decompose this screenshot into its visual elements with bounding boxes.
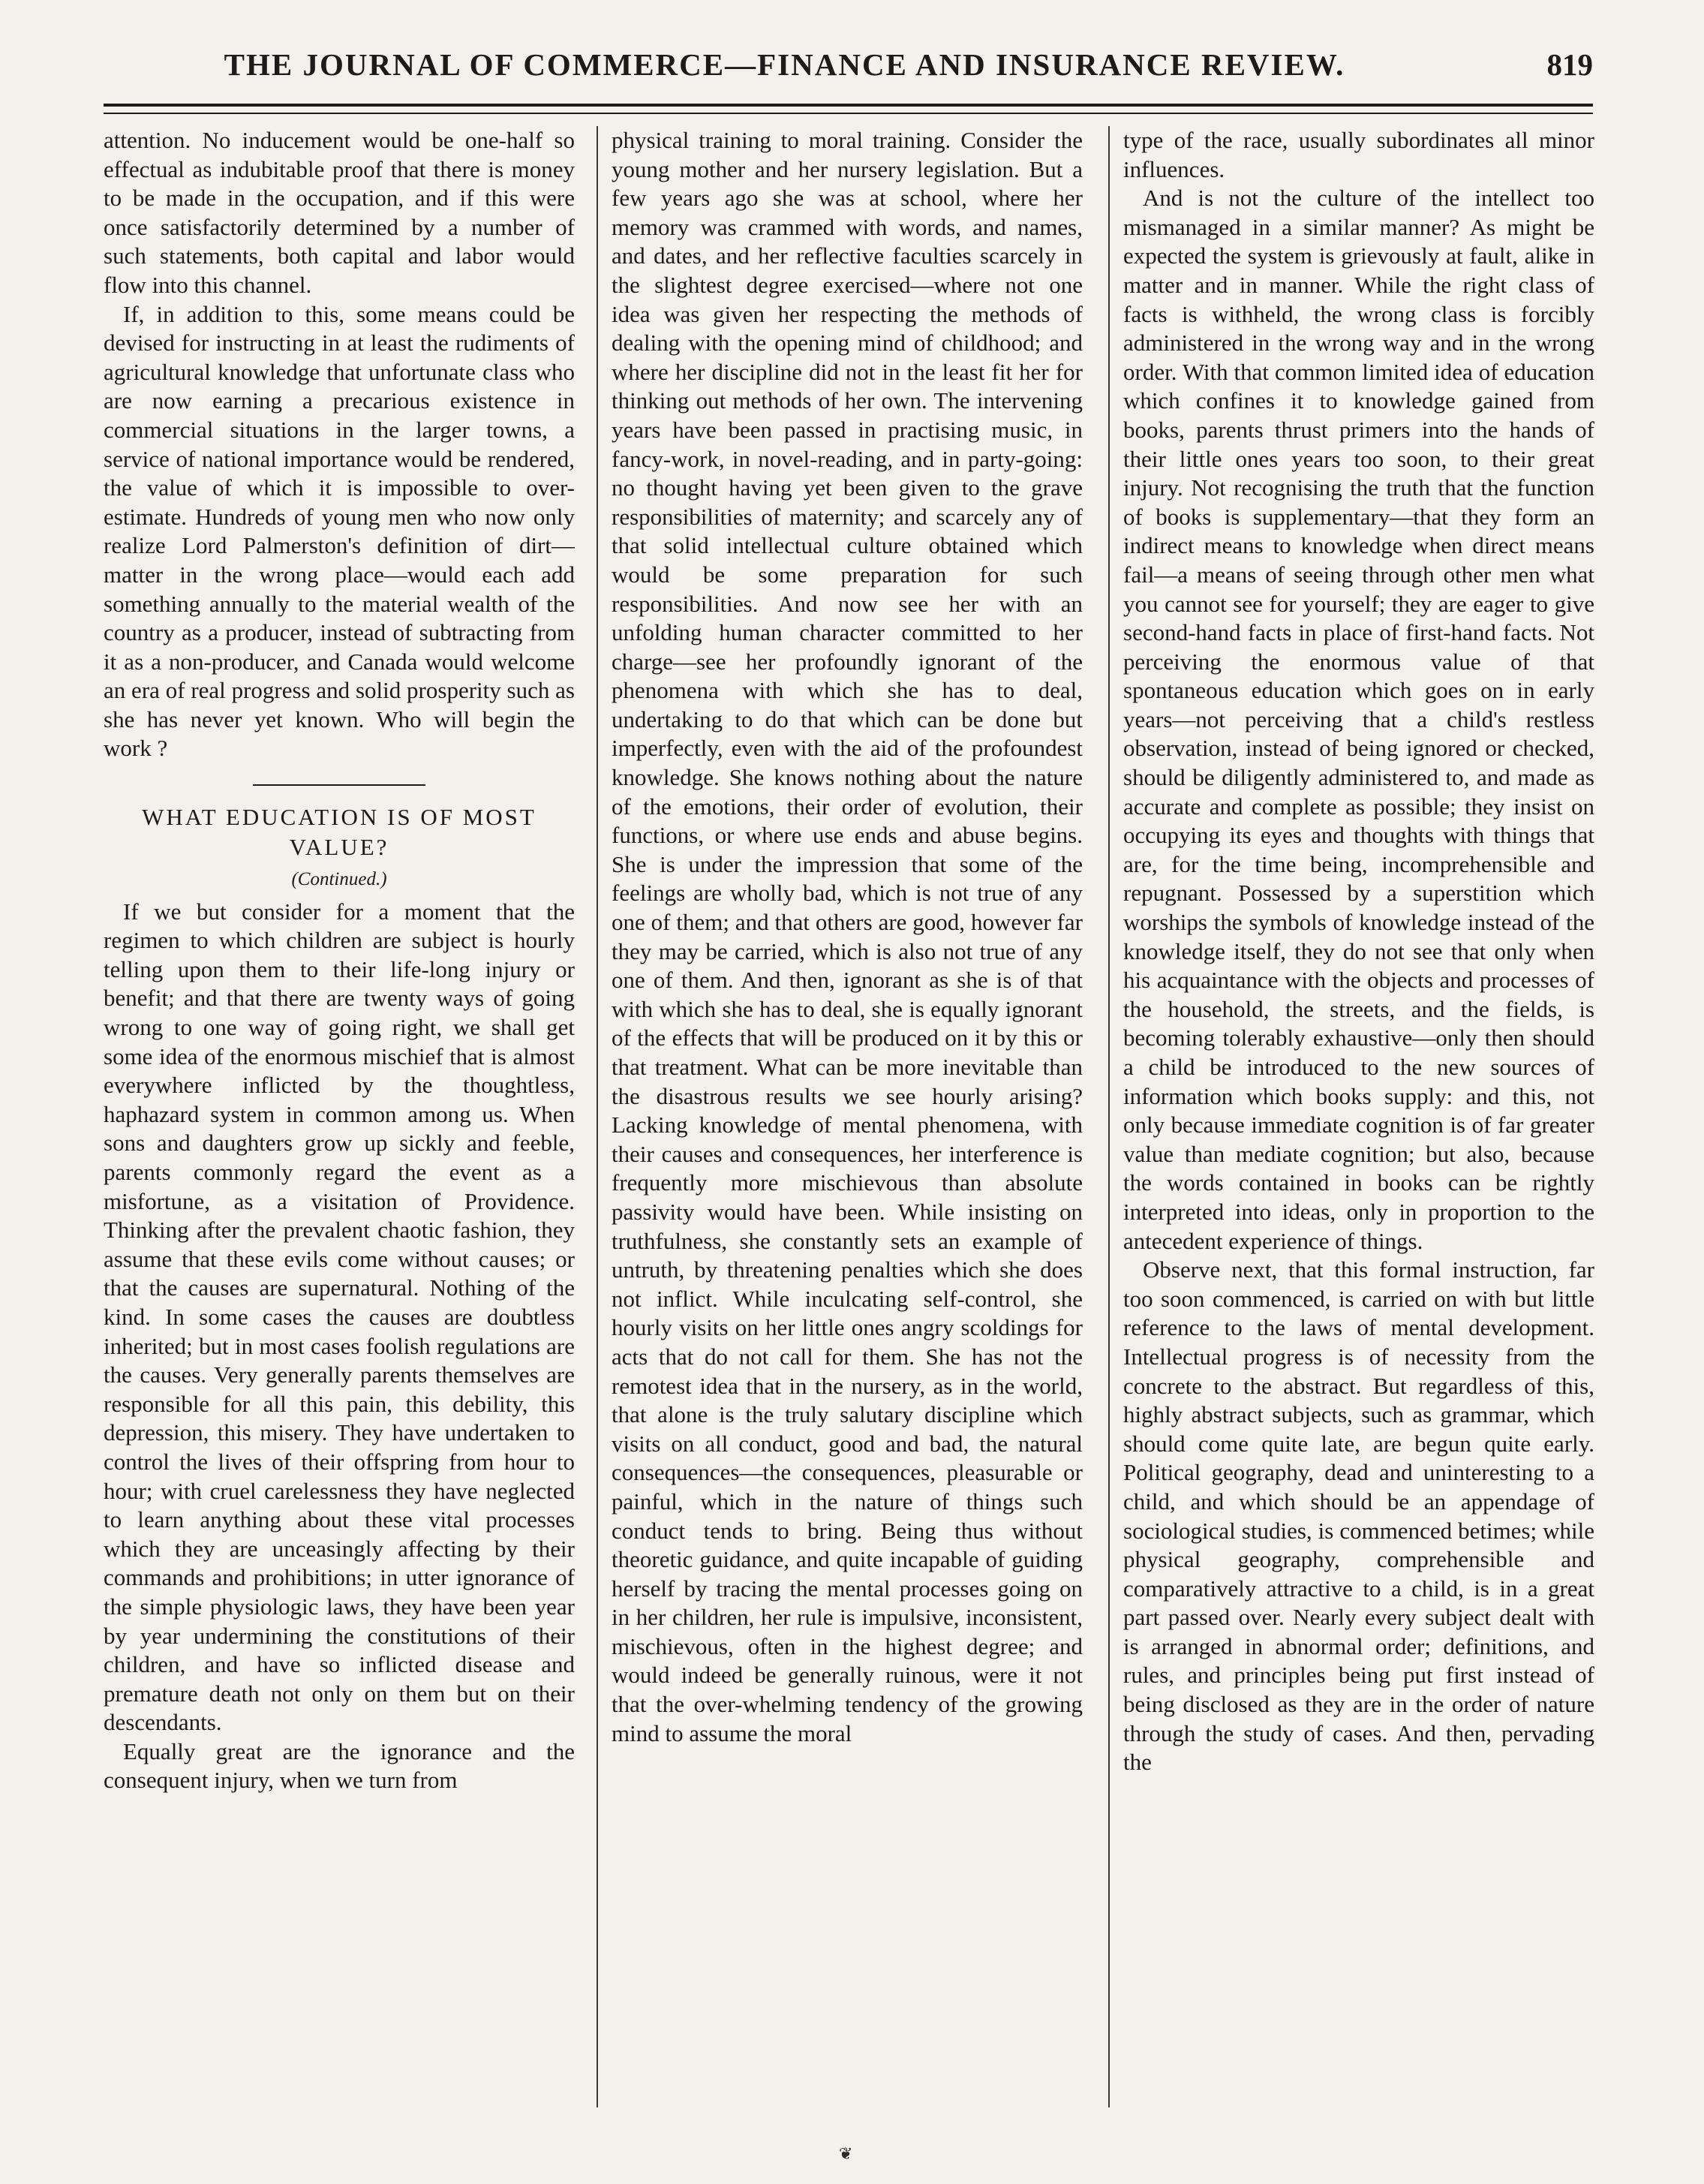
continued-note: (Continued.) [291, 869, 387, 890]
column-divider [1108, 126, 1110, 2107]
column-1 [104, 126, 575, 2107]
printer-ornament-icon: ❦ [839, 2145, 853, 2164]
paragraph: If, in addition to this, some means could be devised for instructing in at least the rudiments of agricultural knowledge that unfortunate class who are now earning a precarious existence in commercial situations in the larger towns, a service of national importance would be rendered, the value of which it is impossible to over-estimate. Hundreds of young men who now only realize Lord Palmerston's definition of dirt—matter in the wrong place—would each add something annually to the material wealth of the country as a producer, instead of subtracting from it as a non-producer, and Canada would welcome an era of real progress and solid prosperity such as she has never yet known. Who will begin the work ? [104, 300, 575, 762]
column-2 [612, 126, 1083, 2107]
paragraph: attention. No inducement would be one-half so effectual as indubitable proof that there is money to be made in the occupation, and if this were once satisfactorily determined by a number of such statements, both capital and labor would flow into this channel. [104, 127, 575, 298]
page-number: 819 [1546, 47, 1593, 82]
column-divider [597, 126, 598, 2107]
article-heading: WHAT EDUCATION IS OF MOST VALUE? [142, 804, 536, 861]
paragraph: If we but consider for a moment that the regimen to which children are subject is hourly telling upon them to their life-long injury or benefit; and that there are twenty ways of going wrong to one way of going right, we shall get some idea of the enormous mischief that is almost everywhere inflicted by the thoughtless, haphazard system in common among us. When sons and daughters grow up sickly and feeble, parents commonly regard the event as a misfortune, as a visitation of Providence. Thinking after the prevalent chaotic fashion, they assume that these evils come without causes; or that the causes are supernatural. Nothing of the kind. In some cases the causes are doubtless inherited; but in most cases foolish regulations are the causes. Very generally parents themselves are responsible for all this pain, this debility, this depression, this misery. They have undertaken to control the lives of their offspring from hour to hour; with cruel carelessness they have neglected to learn anything about these vital processes which they are unceasingly affecting by their commands and prohibitions; in utter ignorance of the simple physiologic laws, they have been year by year undermining the constitutions of their children, and have so inflicted disease and premature death not only on them but on their descendants. [104, 898, 575, 1736]
journal-title: THE JOURNAL OF COMMERCE—FINANCE AND INSURANCE REVIEW. [224, 47, 1345, 82]
column-3 [1123, 126, 1594, 2107]
paragraph: physical training to moral training. Consider the young mother and her nursery legislation. But a few years ago she was at school, where her memory was crammed with words, and names, and dates, and her reflective faculties scarcely in the slightest degree exercised—where not one idea was given her respecting the methods of dealing with the opening mind of childhood; and where her discipline did not in the least fit her for thinking out methods of her own. The intervening years have been passed in practising music, in fancy-work, in novel-reading, and in party-going: no thought having yet been given to the grave responsibilities of maternity; and scarcely any of that solid intellectual culture obtained which would be some preparation for such responsibilities. And now see her with an unfolding human character committed to her charge—see her profoundly ignorant of the phenomena with which she has to deal, undertaking to do that which can be done but imperfectly, even with the aid of the profoundest knowledge. She knows nothing about the nature of the emotions, their order of evolution, their functions, or where use ends and abuse begins. She is under the impression that some of the feelings are wholly bad, which is not true of any one of them; and that others are good, however far they may be carried, which is also not true of any one of them. And then, ignorant as she is of that with which she has to deal, she is equally ignorant of the effects that will be produced on it by this or that treatment. What can be more inevitable than the disastrous results we see hourly arising? Lacking knowledge of mental phenomena, with their causes and consequences, her interference is frequently more mischievous than absolute passivity would have been. While insisting on truthfulness, she constantly sets an example of untruth, by threatening penalties which she does not inflict. While inculcating self-control, she hourly visits on her little ones angry scoldings for acts that do not call for them. She has not the remotest idea that in the nursery, as in the world, that alone is the truly salutary discipline which visits on all conduct, good and bad, the natural consequences—the consequences, pleasurable or painful, which in the nature of things such conduct tends to bring. Being thus without theoretic guidance, and quite incapable of guiding herself by tracing the mental processes going on in her children, her rule is impulsive, inconsistent, mischievous, often in the highest degree; and would indeed be generally ruinous, were it not that the over-whelming tendency of the growing mind to assume the moral [612, 127, 1083, 1746]
paragraph: And is not the culture of the intellect too mismanaged in a similar manner? As might be expected the system is grievously at fault, alike in matter and in manner. While the right class of facts is withheld, the wrong class is forcibly administered in the wrong way and in the wrong order. With that common limited idea of education which confines it to knowledge gained from books, parents thrust primers into the hands of their little ones years too soon, to their great injury. Not recognising the truth that the function of books is supplementary—that they form an indirect means to knowledge when direct means fail—a means of seeing through other men what you cannot see for yourself; they are eager to give second-hand facts in place of first-hand facts. Not perceiving the enormous value of that spontaneous education which goes on in early years—not perceiving that a child's restless observation, instead of being ignored or checked, should be diligently administered to, and made as accurate and complete as possible; they insist on occupying its eyes and thoughts with things that are, for the time being, incomprehensible and repugnant. Possessed by a superstition which worships the symbols of knowledge instead of the knowledge itself, they do not see that only when his acquaintance with the objects and processes of the household, the streets, and the fields, is becoming tolerably exhaustive—only then should a child be introduced to the new sources of information which books supply: and this, not only because immediate cognition is of far greater value than mediate cognition; but also, because the words contained in books can be rightly interpreted into ideas, only in proportion to the antecedent experience of things. [1123, 185, 1594, 1254]
header-rule-thin [104, 113, 1593, 114]
paragraph: type of the race, usually subordinates all minor influences. [1123, 127, 1594, 182]
section-divider [253, 784, 425, 786]
paragraph: Observe next, that this formal instruction, far too soon commenced, is carried on with but little reference to the laws of mental development. Intellectual progress is of necessity from the concrete to the abstract. But regardless of this, highly abstract subjects, such as grammar, which should come quite late, are begun quite early. Political geography, dead and uninteresting to a child, and which should be an appendage of sociological studies, is commenced betimes; while physical geography, comprehensible and comparatively attractive to a child, is in a great part passed over. Nearly every subject dealt with is arranged in abnormal order; definitions, and rules, and principles being put first instead of being disclosed as they are in the order of nature through the study of cases. And then, pervading the [1123, 1256, 1594, 1776]
page-header [104, 47, 1593, 92]
header-rule-thick [104, 104, 1593, 107]
paragraph: Equally great are the ignorance and the consequent injury, when we turn from [104, 1737, 575, 1794]
